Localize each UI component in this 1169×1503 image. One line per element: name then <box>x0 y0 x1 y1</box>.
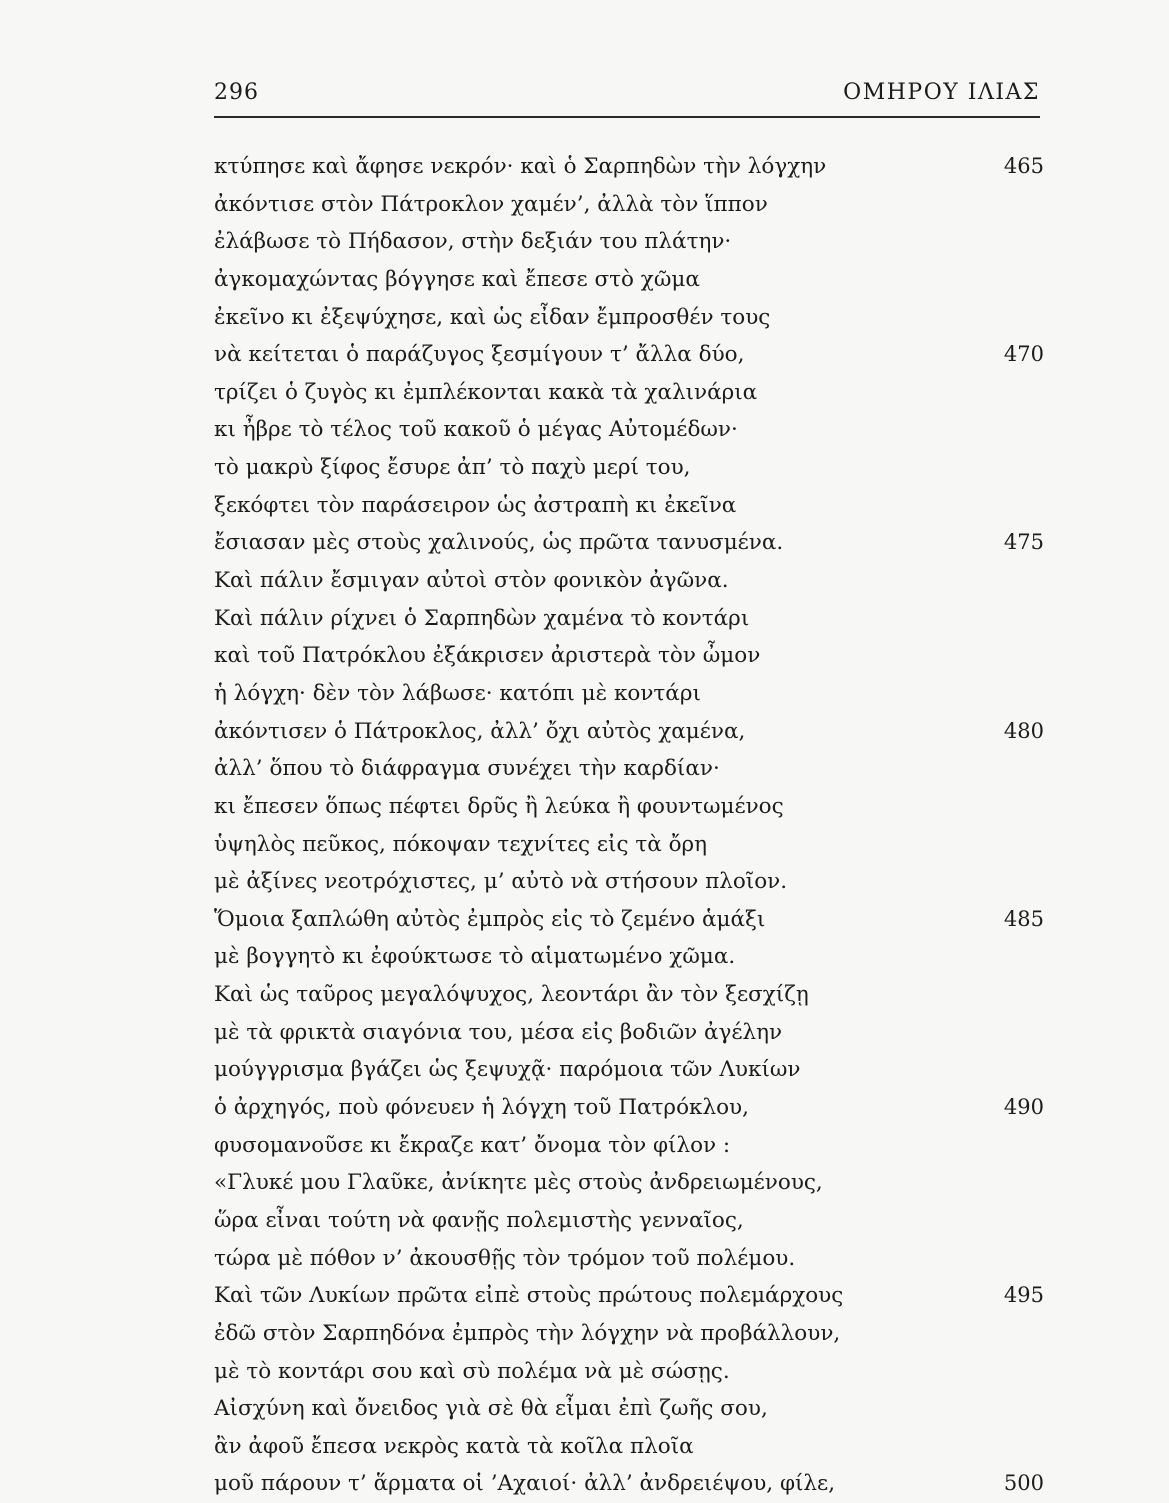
verse-line <box>214 750 1044 788</box>
verse-line <box>214 223 1044 261</box>
verse-line <box>214 449 1044 487</box>
verse-text: ὁ ἀρχηγός, ποὺ φόνευεν ἡ λόγχη τοῦ Πατρόκλου, <box>214 1095 749 1121</box>
verse-text: μὲ τὸ κοντάρι σου καὶ σὺ πολέμα νὰ μὲ σώσῃς. <box>214 1358 730 1384</box>
verse-line <box>214 411 1044 449</box>
line-number: 470 <box>1003 342 1044 367</box>
verse-text: ὑψηλὸς πεῦκος, πόκοψαν τεχνίτες εἰς τὰ ὄρη <box>214 831 708 857</box>
verse-line <box>214 675 1044 713</box>
verse-text: μὲ ἀξίνες νεοτρόχιστες, μ’ αὐτὸ νὰ στήσουν πλοῖον. <box>214 869 788 895</box>
line-number: 495 <box>1003 1283 1044 1308</box>
verse-line <box>214 1164 1044 1202</box>
verse-text: ἐδῶ στὸν Σαρπηδόνα ἐμπρὸς τὴν λόγχην νὰ προβάλλουν, <box>214 1320 841 1346</box>
verse-line <box>214 826 1044 864</box>
verse-text: Καὶ πάλιν ρίχνει ὁ Σαρπηδὼν χαμένα τὸ κοντάρι <box>214 605 750 631</box>
page-header <box>214 76 1040 118</box>
verse-line <box>214 901 1044 939</box>
verse-text: ξεκόφτει τὸν παράσειρον ὡς ἀστραπὴ κι ἐκεῖνα <box>214 492 737 518</box>
verse-line <box>214 1202 1044 1240</box>
verse-text: Αἰσχύνη καὶ ὄνειδος γιὰ σὲ θὰ εἶμαι ἐπὶ ζωῆς σου, <box>214 1396 768 1422</box>
verse-line <box>214 524 1044 562</box>
verse-text: φυσομανοῦσε κι ἔκραζε κατ’ ὄνομα τὸν φίλον : <box>214 1132 731 1158</box>
line-number: 485 <box>1003 906 1044 931</box>
verse-line <box>214 938 1044 976</box>
verse-line <box>214 1127 1044 1165</box>
verse-line <box>214 1277 1044 1315</box>
verse-text: κτύπησε καὶ ἄφησε νεκρόν· καὶ ὁ Σαρπηδὼν τὴν λόγχην <box>214 154 827 179</box>
verse-line <box>214 261 1044 299</box>
verse-text: μὲ βογγητὸ κι ἐφούκτωσε τὸ αἱματωμένο χῶμα. <box>214 944 736 970</box>
verse-text: κι ἔπεσεν ὅπως πέφτει δρῦς ἢ λεύκα ἢ φουντωμένος <box>214 793 784 819</box>
verse-text: μοῦ πάρουν τ’ ἅρματα οἱ ’Αχαιοί· ἀλλ’ ἀνδρειέψου, φίλε, <box>214 1471 836 1497</box>
verse-text: ἀκόντισεν ὁ Πάτροκλος, ἀλλ’ ὄχι αὐτὸς χαμένα, <box>214 718 746 744</box>
verse-line <box>214 600 1044 638</box>
verse-text: μούγγρισμα βγάζει ὡς ξεψυχᾷ· παρόμοια τῶν Λυκίων <box>214 1057 801 1083</box>
verse-text: ἡ λόγχη· δὲν τὸν λάβωσε· κατόπι μὲ κοντάρι <box>214 680 701 706</box>
line-number: 490 <box>1003 1095 1044 1120</box>
verse-line <box>214 562 1044 600</box>
verse-line <box>214 148 1044 186</box>
verse-line <box>214 1465 1044 1503</box>
verse-line <box>214 299 1044 337</box>
line-number: 480 <box>1003 718 1044 743</box>
verse-text: Καὶ πάλιν ἔσμιγαν αὐτοὶ στὸν φονικὸν ἀγῶνα. <box>214 568 729 594</box>
verse-text: ἀλλ’ ὅπου τὸ διάφραγμα συνέχει τὴν καρδίαν· <box>214 756 720 782</box>
verse-text: Ὅμοια ξαπλώθη αὐτὸς ἐμπρὸς εἰς τὸ ζεμένο ἁμάξι <box>214 906 766 932</box>
verse-line <box>214 1315 1044 1353</box>
verse-text: ἀκόντισε στὸν Πάτροκλον χαμέν’, ἀλλὰ τὸν ἵππον <box>214 191 768 217</box>
line-number: 465 <box>1003 154 1044 178</box>
verse-text: κι ἦβρε τὸ τέλος τοῦ κακοῦ ὁ μέγας Αὐτομέδων· <box>214 417 738 443</box>
verse-text: τρίζει ὁ ζυγὸς κι ἐμπλέκονται κακὰ τὰ χαλινάρια <box>214 379 758 405</box>
verse-line <box>214 1240 1044 1278</box>
verse-text: ὥρα εἶναι τούτη νὰ φανῇς πολεμιστὴς γενναῖος, <box>214 1207 744 1233</box>
verse-line <box>214 487 1044 525</box>
verse-line <box>214 1428 1044 1466</box>
verse-text: καὶ τοῦ Πατρόκλου ἐξάκρισεν ἀριστερὰ τὸν ὦμον <box>214 643 761 669</box>
verse-text: τὸ μακρὺ ξίφος ἔσυρε ἀπ’ τὸ παχὺ μερί του, <box>214 455 691 481</box>
verse-text: Καὶ ὡς ταῦρος μεγαλόψυχος, λεοντάρι ἂν τὸν ξεσχίζῃ <box>214 982 809 1008</box>
verse-line <box>214 1089 1044 1127</box>
running-title: ΟΜΗΡΟΥ ΙΛΙΑΣ <box>843 80 1040 105</box>
verse-text: ἔσιασαν μὲς στοὺς χαλινούς, ὡς πρῶτα τανυσμένα. <box>214 530 784 556</box>
poem-text <box>214 148 1044 1503</box>
verse-text: νὰ κείτεται ὁ παράζυγος ξεσμίγουν τ’ ἄλλα δύο, <box>214 342 745 368</box>
verse-text: ἀγκομαχώντας βόγγησε καὶ ἔπεσε στὸ χῶμα <box>214 266 700 292</box>
page-number: 296 <box>214 80 259 105</box>
verse-line <box>214 374 1044 412</box>
verse-text: μὲ τὰ φρικτὰ σιαγόνια του, μέσα εἰς βοδιῶν ἀγέλην <box>214 1019 783 1045</box>
verse-text: τώρα μὲ πόθον ν’ ἀκουσθῇς τὸν τρόμον τοῦ πολέμου. <box>214 1245 796 1271</box>
verse-text: Καὶ τῶν Λυκίων πρῶτα εἰπὲ στοὺς πρώτους πολεμάρχους <box>214 1283 844 1309</box>
verse-line <box>214 186 1044 224</box>
verse-line <box>214 788 1044 826</box>
verse-line <box>214 713 1044 751</box>
verse-text: «Γλυκέ μου Γλαῦκε, ἀνίκητε μὲς στοὺς ἀνδρειωμένους, <box>214 1170 823 1196</box>
line-number: 500 <box>1003 1471 1044 1496</box>
line-number: 475 <box>1003 530 1044 555</box>
verse-line <box>214 976 1044 1014</box>
verse-line <box>214 336 1044 374</box>
verse-text: ἐλάβωσε τὸ Πήδασον, στὴν δεξιάν του πλάτην· <box>214 229 732 255</box>
verse-text: ἐκεῖνο κι ἐξεψύχησε, καὶ ὡς εἶδαν ἔμπροσθέν τους <box>214 304 771 330</box>
verse-text: ἂν ἀφοῦ ἔπεσα νεκρὸς κατὰ τὰ κοῖλα πλοῖα <box>214 1433 694 1459</box>
verse-line <box>214 1014 1044 1052</box>
verse-line <box>214 1051 1044 1089</box>
verse-line <box>214 863 1044 901</box>
verse-line <box>214 1353 1044 1391</box>
verse-line <box>214 1390 1044 1428</box>
verse-line <box>214 637 1044 675</box>
